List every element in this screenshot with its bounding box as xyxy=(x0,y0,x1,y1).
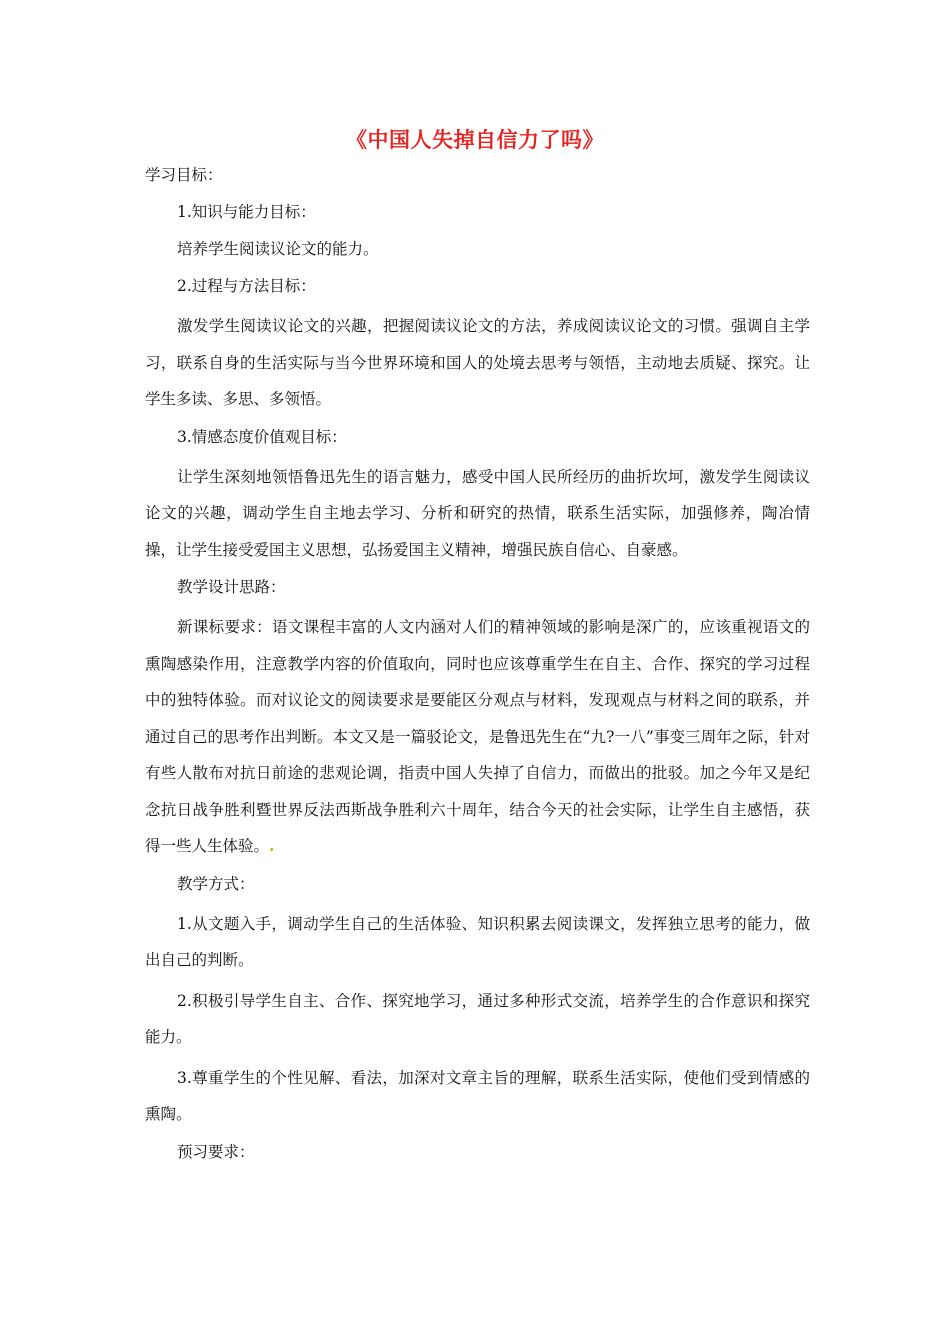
design-text-paragraph xyxy=(145,609,810,865)
design-mark: . xyxy=(269,836,275,855)
design-heading: 教学设计思路： xyxy=(177,578,286,596)
method-2: 2.积极引导学生自主、合作、探究地学习，通过多种形式交流，培养学生的合作意识和探究能力。 xyxy=(145,991,810,1046)
preview-heading: 预习要求： xyxy=(177,1142,255,1161)
objective-1-text: 培养学生阅读议论文的能力。 xyxy=(177,240,379,258)
objective-1-heading: 1.知识与能力目标： xyxy=(177,203,316,221)
design-text: 新课标要求：语文课程丰富的人文内涵对人们的精神领域的影响是深广的，应该重视语文的熏陶感染作用，注意教学内容的价值取向，同时也应该尊重学生在自主、合作、探究的学习过程中的独特体验。而对议论文的阅读要求是要能区分观点与材料，发现观点与材料之间的联系，并通过自己的思考作出判断。本文又是一篇驳论文，是鲁迅先生在“九?一八”事变三周年之际，针对有些人散布对抗日前途的悲观论调，指责中国人失掉了自信力，而做出的批驳。加之今年又是纪念抗日战争胜利暨世界反法西斯战争胜利六十周年，结合今天的社会实际，让学生自主感悟，获得一些人生体验。 xyxy=(145,618,810,855)
document-body xyxy=(145,160,810,1174)
page-title: 《中国人失掉自信力了吗》 xyxy=(346,127,604,152)
method-3: 3.尊重学生的个性见解、看法，加深对文章主旨的理解，联系生活实际，使他们受到情感的熏陶。 xyxy=(145,1068,810,1123)
objectives-heading: 学习目标： xyxy=(145,166,223,184)
objective-3-text: 让学生深刻地领悟鲁迅先生的语言魅力，感受中国人民所经历的曲折坎坷，激发学生阅读议论文的兴趣，调动学生自主地去学习、分析和研究的热情，联系生活实际，加强修养，陶冶情操，让学生接受爱国主义思想，弘扬爱国主义精神，增强民族自信心、自豪感。 xyxy=(145,467,810,559)
objective-2-heading: 2.过程与方法目标： xyxy=(177,277,316,295)
methods-heading: 教学方式： xyxy=(177,874,255,893)
method-1: 1.从文题入手，调动学生自己的生活体验、知识积累去阅读课文，发挥独立思考的能力，做出自己的判断。 xyxy=(145,914,810,969)
objective-3-heading: 3.情感态度价值观目标： xyxy=(177,427,347,446)
objective-2-text: 激发学生阅读议论文的兴趣，把握阅读议论文的方法，养成阅读议论文的习惯。强调自主学习，联系自身的生活实际与当今世界环境和国人的处境去思考与领悟，主动地去质疑、探究。让学生多读、多思、多领悟。 xyxy=(145,317,810,408)
